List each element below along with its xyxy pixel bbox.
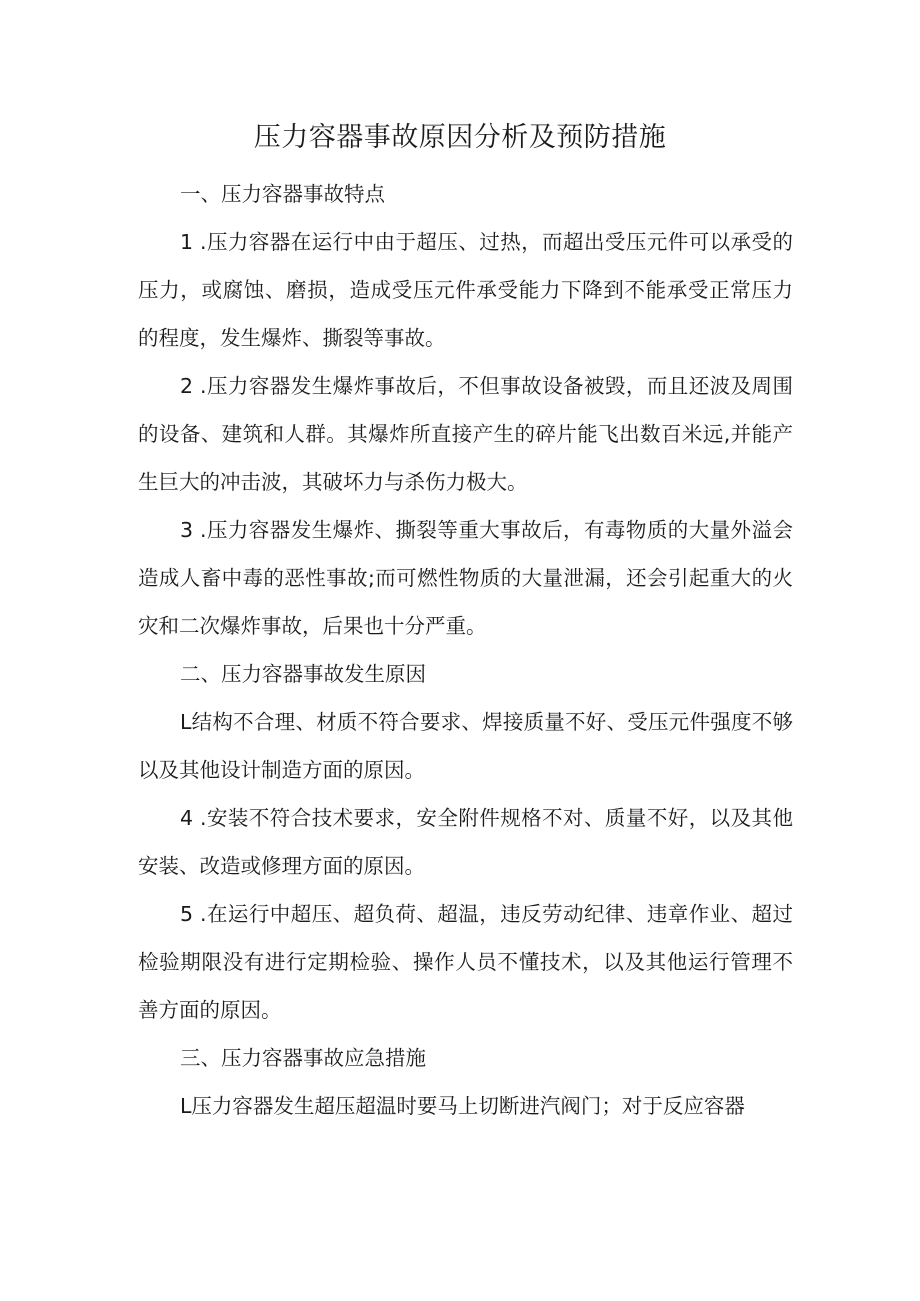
section-heading: 一、压力容器事故特点	[180, 182, 385, 206]
section-heading: 三、压力容器事故应急措施	[180, 1046, 426, 1070]
paragraph: 2 .压力容器发生爆炸事故后，不但事故设备被毁，而且还波及周围的设备、建筑和人群。其爆炸所直接产生的碎片能飞出数百米远,并能产生巨大的冲击波，其破坏力与杀伤力极大。	[138, 374, 793, 494]
section-characteristics	[138, 170, 793, 650]
section-heading: 二、压力容器事故发生原因	[180, 662, 426, 686]
section-emergency-measures	[138, 1034, 793, 1130]
paragraph: 3 .压力容器发生爆炸、撕裂等重大事故后，有毒物质的大量外溢会造成人畜中毒的恶性事故;而可燃性物质的大量泄漏，还会引起重大的火灾和二次爆炸事故，后果也十分严重。	[138, 518, 793, 638]
paragraph: 5 .在运行中超压、超负荷、超温，违反劳动纪律、违章作业、超过检验期限没有进行定期检验、操作人员不懂技术，以及其他运行管理不善方面的原因。	[138, 902, 793, 1022]
paragraph: L结构不合理、材质不符合要求、焊接质量不好、受压元件强度不够以及其他设计制造方面的原因。	[138, 710, 793, 782]
paragraph: L压力容器发生超压超温时要马上切断进汽阀门；对于反应容器	[180, 1094, 745, 1118]
document-title: 压力容器事故原因分析及预防措施	[253, 122, 667, 153]
paragraph: 1 .压力容器在运行中由于超压、过热，而超出受压元件可以承受的压力，或腐蚀、磨损，造成受压元件承受能力下降到不能承受正常压力的程度，发生爆炸、撕裂等事故。	[138, 230, 793, 350]
section-causes	[138, 650, 793, 1034]
paragraph: 4 .安装不符合技术要求，安全附件规格不对、质量不好，以及其他安装、改造或修理方面的原因。	[138, 806, 793, 878]
document-body	[138, 170, 793, 1130]
